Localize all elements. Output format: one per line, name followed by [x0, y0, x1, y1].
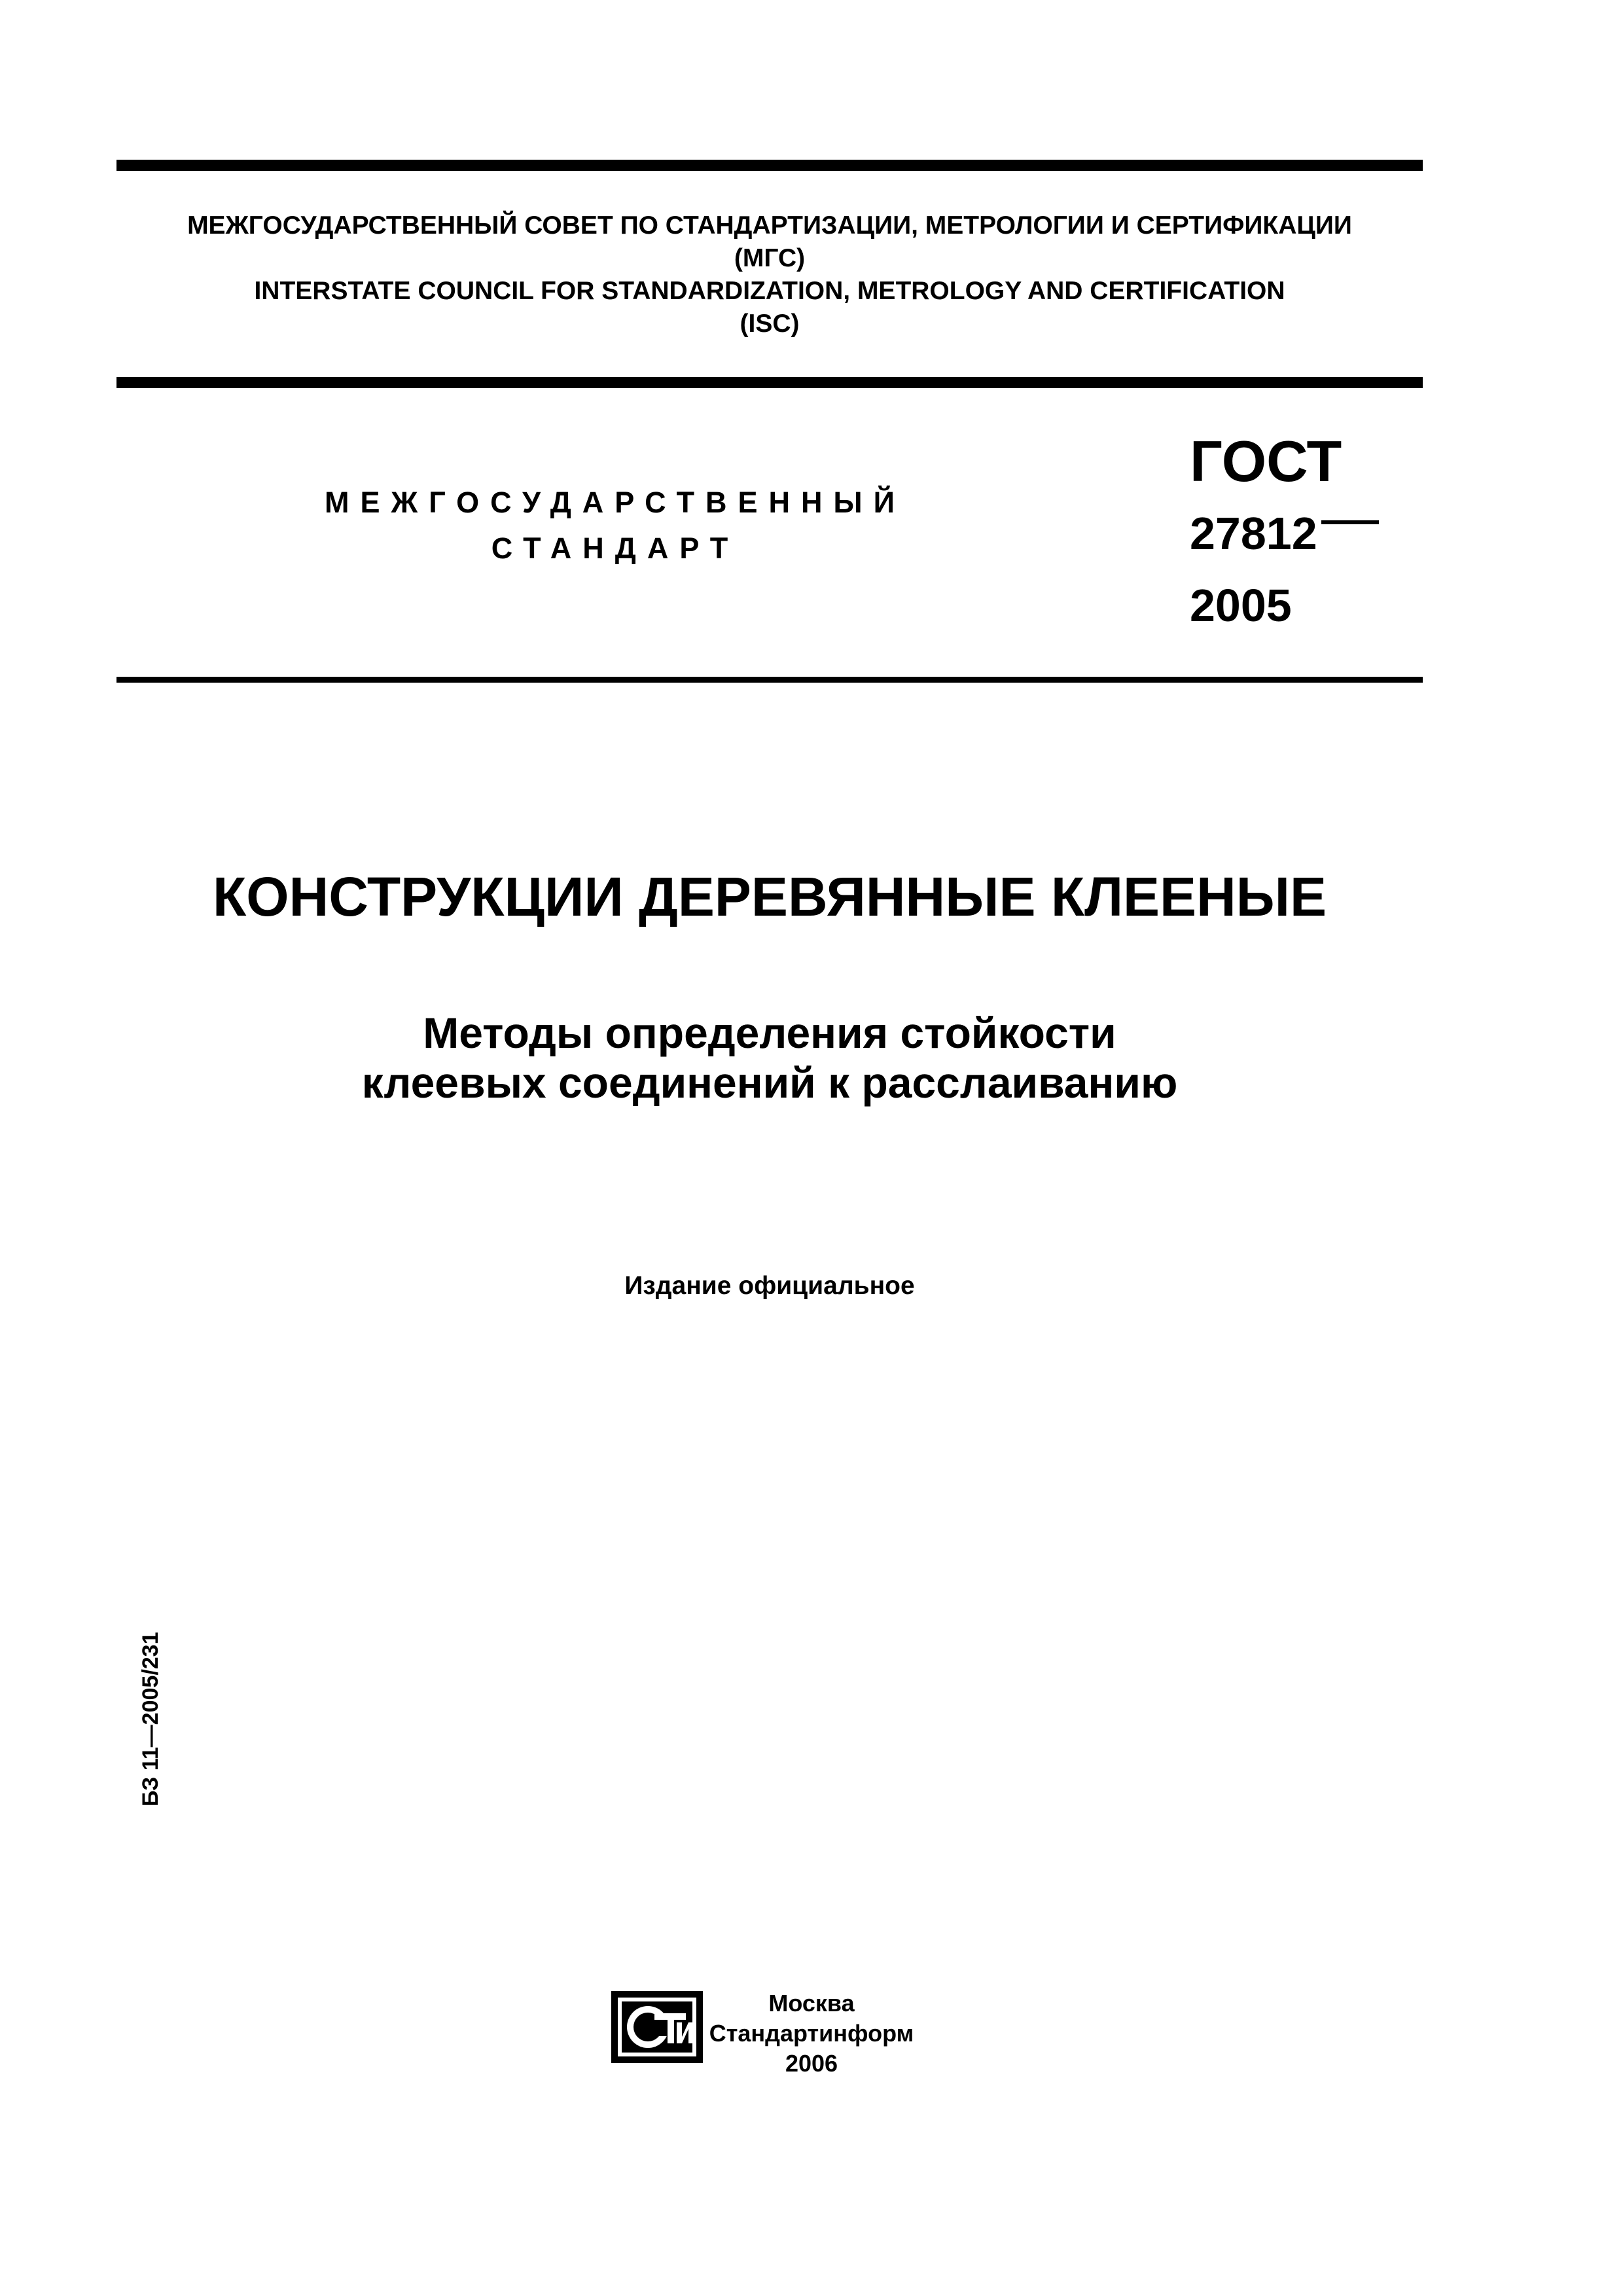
document-subtitle: [116, 1008, 1423, 1107]
imprint-city: Москва: [768, 1990, 855, 2017]
lower-rule: [116, 677, 1423, 683]
top-rule: [116, 160, 1423, 171]
standard-kind-line2: СТАНДАРТ: [491, 531, 740, 565]
subtitle-line2: клеевых соединений к расслаиванию: [361, 1058, 1178, 1107]
gost-designation: [1190, 429, 1379, 638]
edition-label: Издание официальное: [624, 1272, 915, 1300]
council-abbr-ru: (МГС): [734, 244, 806, 272]
subtitle-line1: Методы определения стойкости: [423, 1009, 1116, 1057]
gost-year: 2005: [1190, 580, 1292, 631]
council-abbr-en: (ISC): [740, 310, 800, 338]
gost-number-line: [1190, 501, 1379, 573]
document-title: КОНСТРУКЦИИ ДЕРЕВЯННЫЕ КЛЕЕНЫЕ: [212, 866, 1327, 927]
gost-dash: [1321, 520, 1379, 524]
imprint-publisher: Стандартинформ: [709, 2020, 914, 2047]
imprint-year: 2006: [785, 2050, 838, 2077]
standard-kind-line1: МЕЖГОСУДАРСТВЕННЫЙ: [325, 486, 906, 519]
council-name-en: INTERSTATE COUNCIL FOR STANDARDIZATION, METROLOGY AND CERTIFICATION: [254, 277, 1285, 305]
gost-number: 27812: [1190, 508, 1317, 559]
middle-rule: [116, 377, 1423, 388]
council-name-ru: МЕЖГОСУДАРСТВЕННЫЙ СОВЕТ ПО СТАНДАРТИЗАЦИИ, МЕТРОЛОГИИ И СЕРТИФИКАЦИИ: [187, 211, 1352, 240]
publisher-imprint: [707, 1988, 916, 2079]
standard-kind: [288, 480, 942, 571]
council-header: [116, 209, 1423, 340]
gost-label: ГОСТ: [1190, 429, 1342, 493]
standartinform-logo-icon: [609, 1988, 705, 2066]
side-code: БЗ 11—2005/231: [138, 1632, 163, 1806]
